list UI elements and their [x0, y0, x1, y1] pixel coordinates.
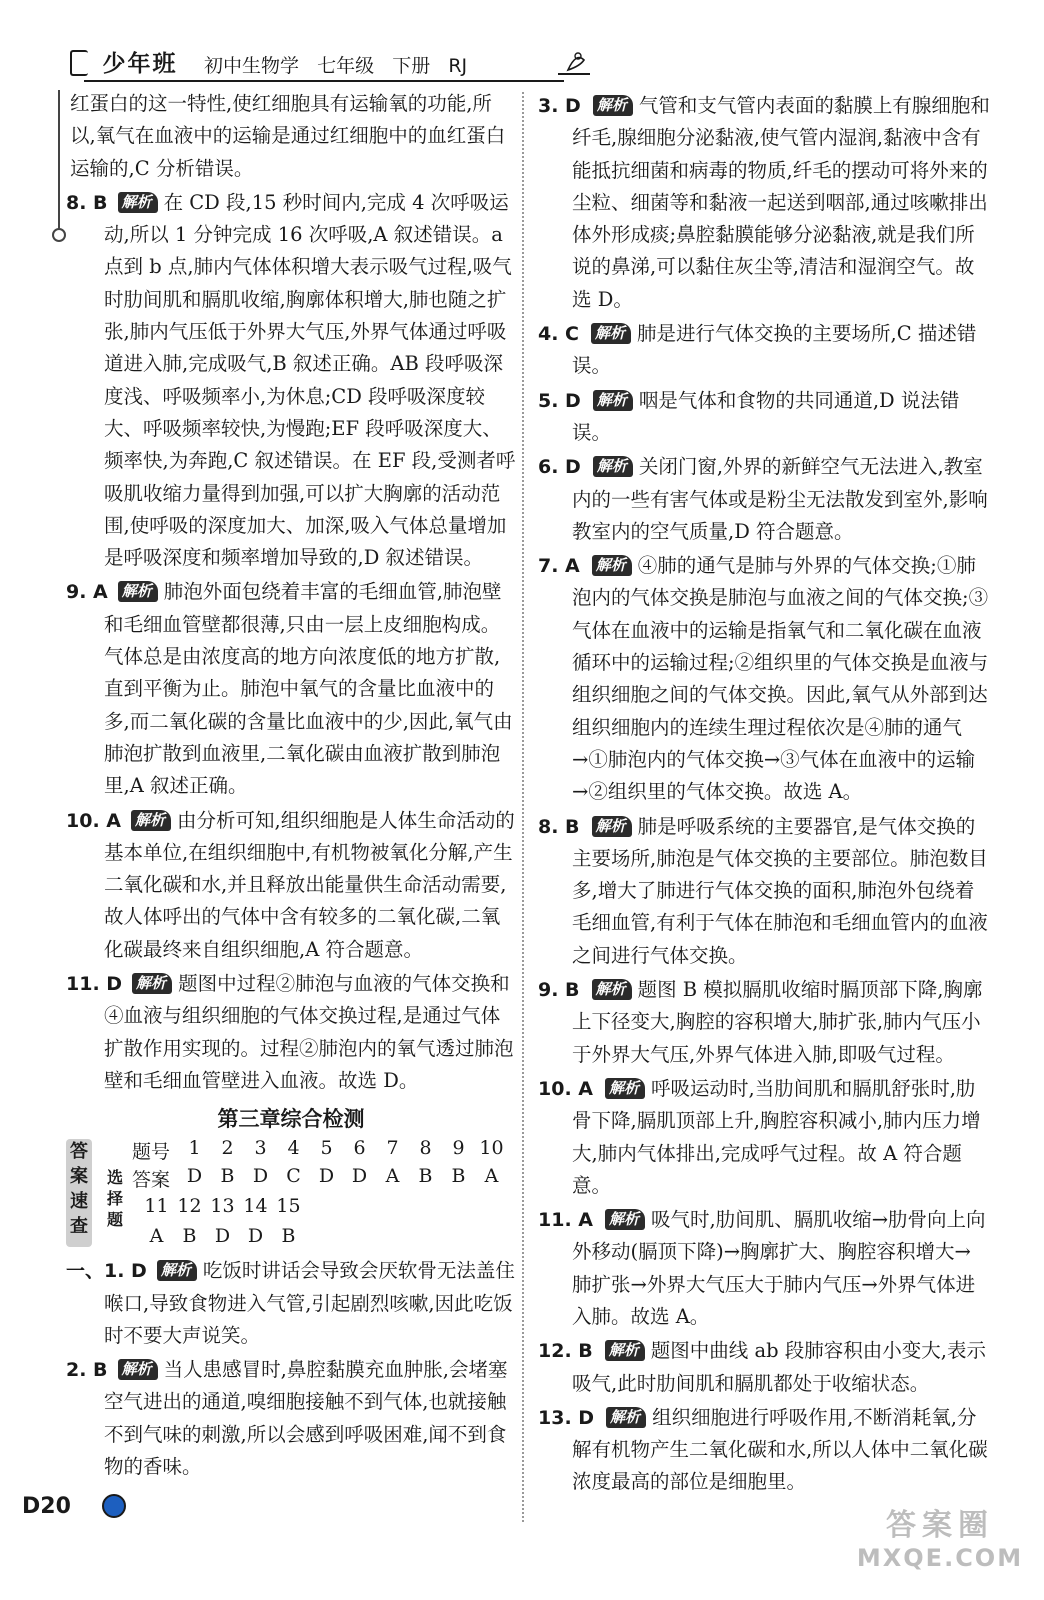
answer-item: [538, 811, 990, 972]
answer-item: [66, 1255, 516, 1352]
section-title: 第三章综合检测: [217, 1107, 365, 1132]
analysis-tag: 解析: [592, 979, 632, 1000]
analysis-text: 题图 B 模拟膈肌收缩时膈顶部下降,胸廓上下径变大,胸腔的容积增大,肺扩张,肺内气压小于外界大气压,外界气体进入肺,即吸气过程。: [572, 978, 983, 1066]
answer-item: [538, 1402, 990, 1499]
answer-row-2: A B D D B: [149, 1225, 296, 1248]
analysis-tag: 解析: [605, 1340, 645, 1361]
analysis-text: 肺泡外面包绕着丰富的毛细血管,肺泡壁和毛细血管壁都很薄,只由一层上皮细胞构成。气体总是由浓度高的地方向浓度低的地方扩散,直到平衡为止。肺泡中氧气的含量比血液中的多,而二氧化碳的含量比血液中的少,因此,氧气由肺泡扩散到血液里,二氧化碳由血液扩散到肺泡里,A 叙述正确。: [104, 580, 513, 798]
right-column: [538, 88, 990, 1499]
watermark-logo: 答案圈 MXQE.COM: [856, 1508, 1024, 1572]
brand-logo: 少年班: [84, 46, 196, 76]
answer-number: 2. B: [66, 1359, 108, 1382]
question-number-row-2: 11 12 13 14 15: [144, 1195, 301, 1218]
choice-question-label: 选 择 题: [106, 1168, 123, 1230]
answer-item: [66, 576, 516, 802]
answer-item: [538, 451, 990, 548]
answer-number: 4. C: [538, 323, 579, 346]
analysis-tag: 解析: [118, 192, 158, 213]
answer-item: [538, 1204, 990, 1333]
answer-number: 5. D: [538, 389, 581, 412]
analysis-text: 在 CD 段,15 秒时间内,完成 4 次呼吸运动,所以 1 分钟完成 16 次呼吸,A 叙述错误。a 点到 b 点,肺内气体体积增大表示吸气过程,吸气时肋间肌和膈肌收缩,胸廓体积增大,肺也随之扩张,肺内气压低于外界大气压,外界气体通过呼吸道进入肺,完成吸气,B 叙述正确。AB 段呼吸深度浅、呼吸频率小,为休息;CD 段呼吸深度较大、呼吸频率较快,为慢跑;EF 段呼吸深度大、频率快,为奔跑,C 叙述错误。在 EF 段,受测者呼吸肌收缩力量得到加强,可以扩大胸廓的活动范围,使呼吸的深度加大、加深,吸入气体总量增加是呼吸深度和频率增加导致的,D 叙述错误。: [104, 190, 516, 570]
answer-list-right: [538, 90, 990, 1499]
answer-number: 11. A: [538, 1209, 593, 1232]
analysis-text: 题图中过程②肺泡与血液的气体交换和④血液与组织细胞的气体交换过程,是通过气体扩散作用实现的。过程②肺泡内的氧气透过肺泡壁和毛细血管壁进入血液。故选 D。: [104, 972, 514, 1092]
analysis-text: 咽是气体和食物的共同通道,D 说法错误。: [572, 388, 960, 444]
continued-text: 红蛋白的这一特性,使红细胞具有运输氧的功能,所以,氧气在血液中的运输是通过红细胞中的血红蛋白运输的,C 分析错误。: [70, 92, 506, 180]
analysis-text: 当人患感冒时,鼻腔黏膜充血肿胀,会堵塞空气进出的通道,嗅细胞接触不到气体,也就接触不到气味的刺激,所以会感到呼吸困难,闻不到食物的香味。: [104, 1358, 508, 1478]
left-column: [66, 88, 516, 1483]
answer-number: 一、1. D: [66, 1260, 147, 1283]
answer-number: 11. D: [66, 973, 123, 996]
answer-item: [538, 1073, 990, 1202]
answer-number: 9. B: [538, 979, 580, 1002]
answer-number: 6. D: [538, 456, 581, 479]
answer-item: [66, 968, 516, 1097]
analysis-tag: 解析: [118, 581, 158, 602]
analysis-text: 肺是呼吸系统的主要器官,是气体交换的主要场所,肺泡是气体交换的主要部位。肺泡数目多,增大了肺进行气体交换的面积,肺泡外包绕着毛细血管,有利于气体在肺泡和毛细血管内的血液之间进行气体交换。: [572, 814, 988, 967]
analysis-text: 呼吸运动时,当肋间肌和膈肌舒张时,肋骨下降,膈肌顶部上升,胸腔容积减小,肺内压力增大,肺内气体排出,完成呼气过程。故 A 符合题意。: [572, 1076, 981, 1197]
answer-row: 答案 D B D C D D A B B A: [132, 1165, 499, 1192]
analysis-text: 肺是进行气体交换的主要场所,C 描述错误。: [572, 322, 977, 378]
page-number: D20: [22, 1494, 71, 1519]
question-number-row: 题号 1 2 3 4 5 6 7 8 9 10: [132, 1137, 504, 1164]
analysis-tag: 解析: [605, 1209, 645, 1230]
book-info: 初中生物学 七年级 下册 RJ: [204, 55, 468, 77]
analysis-tag: 解析: [132, 973, 172, 994]
answer-quick-table: [66, 1137, 516, 1253]
answer-number: 3. D: [538, 95, 581, 117]
answer-item: [538, 974, 990, 1071]
page-header: [64, 46, 624, 82]
binding-ring-icon: [52, 228, 66, 242]
answer-number: 13. D: [538, 1406, 595, 1429]
answer-item: [538, 318, 990, 383]
answer-item: [66, 1354, 516, 1483]
answer-number: 10. A: [66, 809, 121, 832]
answer-item: [66, 805, 516, 966]
analysis-tag: 解析: [592, 816, 632, 837]
answer-item: [538, 550, 990, 808]
analysis-text: 吸气时,肋间肌、膈肌收缩→肋骨向上向外移动(膈顶下降)→胸廓扩大、胸腔容积增大→肺扩张→外界大气压大于肺内气压→外界气体进入肺。故选 A。: [572, 1208, 986, 1328]
analysis-text: 气管和支气管内表面的黏膜上有腺细胞和纤毛,腺细胞分泌黏液,使气管内湿润,黏液中含有能抵抗细菌和病毒的物质,纤毛的摆动可将外来的尘粒、细菌等和黏液一起送到咽部,通过咳嗽排出体外形成痰;鼻腔黏膜能够分泌黏液,就是我们所说的鼻涕,可以黏住灰尘等,清洁和湿润空气。故选 D。: [572, 94, 990, 311]
quick-answer-badge: 答 案 速 查: [66, 1139, 92, 1247]
analysis-tag: 解析: [131, 810, 171, 831]
analysis-text: 关闭门窗,外界的新鲜空气无法进入,教室内的一些有害气体或是粉尘无法散发到室外,影响教室内的空气质量,D 符合题意。: [572, 455, 988, 543]
analysis-tag: 解析: [118, 1359, 158, 1380]
answer-number: 9. A: [66, 581, 108, 604]
analysis-tag: 解析: [593, 456, 633, 477]
analysis-tag: 解析: [157, 1260, 197, 1281]
answer-number: 10. A: [538, 1077, 593, 1100]
answer-item: [538, 90, 990, 316]
header-underline: [84, 80, 564, 82]
margin-binding-line: [58, 90, 60, 240]
analysis-text: 由分析可知,组织细胞是人体生命活动的基本单位,在组织细胞中,有机物被氧化分解,产生二氧化碳和水,并且释放出能量供生命活动需要,故人体呼出的气体中含有较多的二氧化碳,二氧化碳最终来自组织细胞,A 符合题意。: [104, 808, 515, 961]
answer-item: [66, 187, 516, 575]
analysis-text: 题图中曲线 ab 段肺容积由小变大,表示吸气,此时肋间肌和膈肌都处于收缩状态。: [572, 1339, 986, 1395]
analysis-tag: 解析: [592, 555, 632, 576]
answer-number: 8. B: [66, 191, 108, 214]
answer-item: [538, 385, 990, 450]
answer-item: [538, 1335, 990, 1400]
answer-number: 12. B: [538, 1340, 593, 1363]
page-marker-icon: [102, 1494, 126, 1518]
answer-number: 8. B: [538, 815, 580, 838]
answer-number: 7. A: [538, 555, 580, 578]
column-divider: [522, 92, 524, 1522]
answer-list-left-2: [66, 1255, 516, 1483]
analysis-text: ④肺的通气是肺与外界的气体交换;①肺泡内的气体交换是肺泡与血液之间的气体交换;③气体在血液中的运输是指氧气和二氧化碳在血液循环中的运输过程;②组织里的气体交换是血液与组织细胞之间的气体交换。因此,氧气从外部到达组织细胞内的连续生理过程依次是④肺的通气→①肺泡内的气体交换→③气体在血液中的运输→②组织里的气体交换。故选 A。: [572, 554, 989, 804]
analysis-tag: 解析: [593, 390, 633, 411]
analysis-text: 吃饭时讲话会导致会厌软骨无法盖住喉口,导致食物进入气管,引起剧烈咳嗽,因此吃饭时不要大声说笑。: [104, 1259, 515, 1347]
analysis-tag: 解析: [606, 1407, 646, 1428]
sailboat-icon: [554, 48, 594, 80]
answer-list-left: [66, 187, 516, 1097]
analysis-tag: 解析: [591, 323, 631, 344]
analysis-tag: 解析: [593, 95, 633, 116]
analysis-tag: 解析: [605, 1078, 645, 1099]
analysis-text: 组织细胞进行呼吸作用,不断消耗氧,分解有机物产生二氧化碳和水,所以人体中二氧化碳浓度最高的部位是细胞里。: [572, 1405, 988, 1494]
